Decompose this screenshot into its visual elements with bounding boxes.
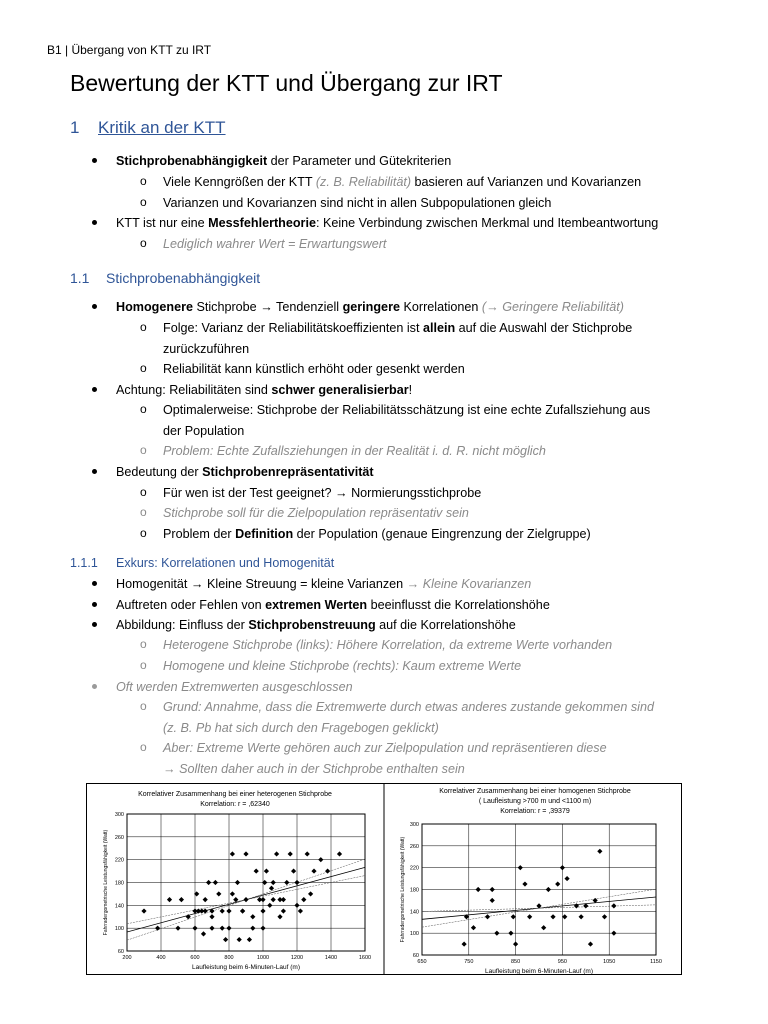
x-tick-label: 600	[190, 955, 200, 961]
x-tick-label: 400	[156, 955, 166, 961]
x-tick-label: 750	[464, 959, 474, 965]
y-tick-label: 260	[114, 834, 124, 841]
scatter-charts-svg	[87, 784, 681, 974]
y-tick-label: 60	[117, 949, 124, 955]
y-tick-label: 260	[409, 843, 419, 850]
scatter-figure	[86, 783, 682, 975]
y-axis-label: Fahrradergometrische Leistungsfähigkeit (Watt)	[400, 836, 406, 943]
y-tick-label: 100	[409, 931, 419, 938]
list-item: Reliabilität kann künstlich erhöht oder gesenkt werden	[163, 362, 465, 376]
y-tick-label: 220	[409, 865, 419, 872]
circle-bullet-icon: o	[140, 361, 147, 375]
circle-bullet-icon: o	[140, 320, 147, 334]
x-axis-label: Laufleistung beim 6-Minuten-Lauf (m)	[191, 964, 301, 971]
list-item: Auftreten oder Fehlen von extremen Werten beeinflusst die Korrelationshöhe	[116, 598, 550, 612]
list-item: Homogene und kleine Stichprobe (rechts): Kaum extreme Werte	[163, 659, 522, 673]
y-tick-label: 300	[114, 812, 124, 818]
bullet-dot-icon	[92, 220, 97, 225]
circle-bullet-icon: o	[140, 236, 147, 250]
list-item: Grund: Annahme, dass die Extremwerte durch etwas anderes zustande gekommen sind	[163, 700, 654, 714]
y-tick-label: 220	[114, 857, 124, 864]
x-tick-label: 800	[224, 955, 234, 961]
page-header: B1 | Übergang von KTT zu IRT	[47, 43, 212, 57]
section-1-1-heading: 1.1 Stichprobenabhängigkeit	[70, 270, 261, 286]
bullet-dot-icon	[92, 387, 97, 392]
x-tick-label: 1200	[290, 955, 304, 961]
circle-bullet-icon: o	[140, 443, 147, 457]
y-tick-label: 100	[114, 926, 124, 933]
list-item: Stichprobenabhängigkeit der Parameter und Gütekriterien	[116, 154, 452, 168]
bullet-dot-icon	[92, 304, 97, 309]
circle-bullet-icon: o	[140, 505, 147, 519]
x-tick-label: 1600	[358, 955, 372, 961]
section-1-1-1-heading: 1.1.1 Exkurs: Korrelationen und Homogenität	[70, 556, 335, 570]
list-item-continued: → Sollten daher auch in der Stichprobe enthalten sein	[163, 762, 465, 776]
x-tick-label: 1000	[256, 955, 270, 961]
x-tick-label: 950	[557, 959, 567, 965]
y-tick-label: 140	[114, 903, 124, 910]
chart-subtitle: Korrelation: r = ,62340	[200, 801, 270, 808]
circle-bullet-icon: o	[140, 402, 147, 416]
bullet-dot-icon	[92, 622, 97, 627]
list-item: Homogenere Stichprobe → Tendenziell geringere Korrelationen (→ Geringere Reliabilität)	[116, 300, 624, 314]
list-item-continued: zurückzuführen	[163, 342, 250, 356]
circle-bullet-icon: o	[140, 485, 147, 499]
x-tick-label: 1050	[603, 959, 616, 965]
list-item: Lediglich wahrer Wert = Erwartungswert	[163, 237, 387, 251]
list-item: Problem der Definition der Population (genaue Eingrenzung der Zielgruppe)	[163, 527, 591, 541]
chart-title: Korrelativer Zusammenhang bei einer homogenen Stichprobe	[439, 788, 631, 795]
y-tick-label: 180	[409, 887, 419, 894]
list-item: Homogenität → Kleine Streuung = kleine Varianzen → Kleine Kovarianzen	[116, 577, 532, 591]
circle-bullet-icon: o	[140, 699, 147, 713]
chart-subtitle: ( Laufleistung >700 m und <1100 m)	[478, 798, 592, 805]
y-tick-label: 60	[412, 953, 419, 959]
list-item: Viele Kenngrößen der KTT (z. B. Reliabilität) basieren auf Varianzen und Kovarianzen	[163, 175, 642, 189]
circle-bullet-icon: o	[140, 174, 147, 188]
bullet-dot-icon	[92, 602, 97, 607]
list-item: Achtung: Reliabilitäten sind schwer generalisierbar!	[116, 383, 413, 397]
list-item: Bedeutung der Stichprobenrepräsentativität	[116, 465, 374, 479]
list-item: Aber: Extreme Werte gehören auch zur Zielpopulation und repräsentieren diese	[163, 741, 607, 755]
bullet-dot-icon	[92, 684, 97, 689]
list-item: Varianzen und Kovarianzen sind nicht in allen Subpopulationen gleich	[163, 196, 552, 210]
bullet-dot-icon	[92, 581, 97, 586]
list-item-continued: (z. B. Pb hat sich durch den Fragebogen geklickt)	[163, 721, 439, 735]
chart-subtitle: Korrelation: r = ,39379	[500, 808, 570, 815]
list-item: Oft werden Extremwerten ausgeschlossen	[116, 680, 353, 694]
y-tick-label: 140	[409, 909, 419, 916]
list-item: KTT ist nur eine Messfehlertheorie: Keine Verbindung zwischen Merkmal und Itembeantwortung	[116, 216, 659, 230]
list-item: Für wen ist der Test geeignet? → Normierungsstichprobe	[163, 486, 482, 500]
list-item: Optimalerweise: Stichprobe der Reliabilitätsschätzung ist eine echte Zufallsziehung aus	[163, 403, 651, 417]
section-1-heading	[70, 118, 226, 138]
list-item: Stichprobe soll für die Zielpopulation repräsentativ sein	[163, 506, 469, 520]
list-item: Heterogene Stichprobe (links): Höhere Korrelation, da extreme Werte vorhanden	[163, 638, 613, 652]
y-axis-label: Fahrradergometrische Leistungsfähigkeit (Watt)	[103, 829, 109, 936]
list-item: Abbildung: Einfluss der Stichprobenstreuung auf die Korrelationshöhe	[116, 618, 516, 632]
section-1-title: Kritik an der KTT	[98, 118, 226, 137]
page-title: Bewertung der KTT und Übergang zur IRT	[70, 70, 503, 96]
circle-bullet-icon: o	[140, 658, 147, 672]
circle-bullet-icon: o	[140, 526, 147, 540]
chart-title: Korrelativer Zusammenhang bei einer heterogenen Stichprobe	[138, 791, 332, 798]
bullet-dot-icon	[92, 469, 97, 474]
x-axis-label: Laufleistung beim 6-Minuten-Lauf (m)	[484, 968, 594, 974]
x-tick-label: 200	[122, 955, 132, 961]
y-tick-label: 300	[409, 822, 419, 828]
bullet-dot-icon	[92, 158, 97, 163]
x-tick-label: 1400	[324, 955, 338, 961]
list-item-continued: der Population	[163, 424, 245, 438]
list-item: Problem: Echte Zufallsziehungen in der Realität i. d. R. nicht möglich	[163, 444, 546, 458]
circle-bullet-icon: o	[140, 740, 147, 754]
x-tick-label: 1150	[650, 959, 662, 965]
x-tick-label: 650	[417, 959, 427, 965]
x-tick-label: 850	[511, 959, 521, 965]
y-tick-label: 180	[114, 880, 124, 887]
circle-bullet-icon: o	[140, 195, 147, 209]
section-1-number: 1	[70, 118, 80, 137]
circle-bullet-icon: o	[140, 637, 147, 651]
list-item: Folge: Varianz der Reliabilitätskoeffizienten ist allein auf die Auswahl der Stichprobe	[163, 321, 633, 335]
